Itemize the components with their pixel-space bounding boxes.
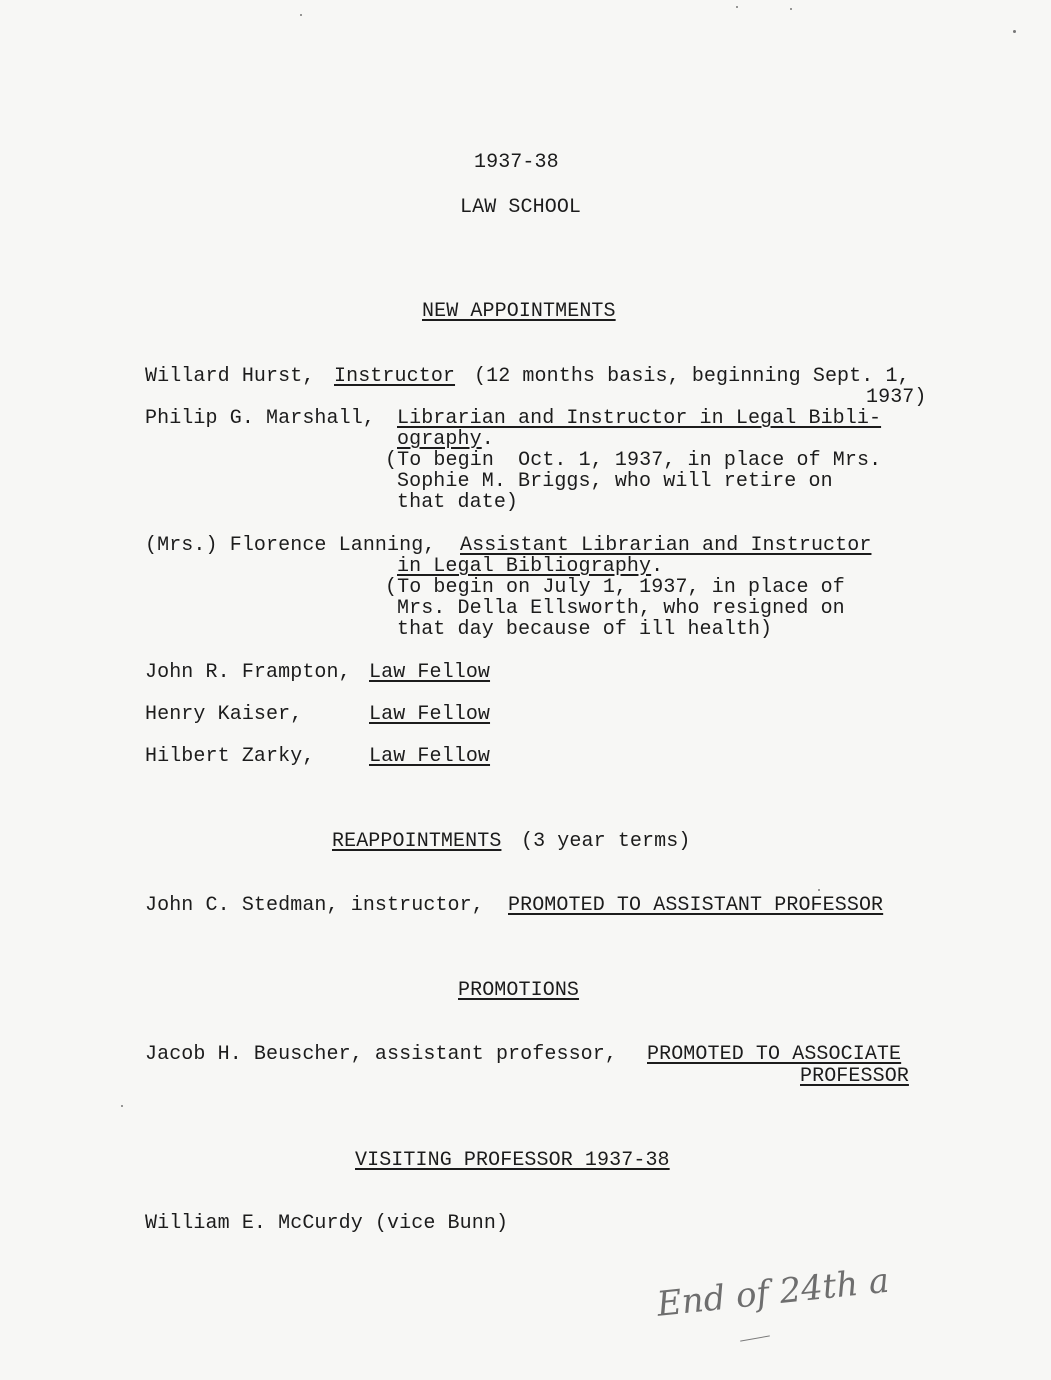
document-year: 1937-38 [474, 151, 559, 174]
lanning-note-line3: that day because of ill health) [397, 618, 773, 641]
fellow-title: Law Fellow [369, 745, 491, 768]
scan-speck [1013, 30, 1016, 33]
lanning-name: (Mrs.) Florence Lanning, [145, 534, 436, 557]
scan-speck [818, 889, 820, 891]
lanning-title-line1: Assistant Librarian and Instructor [460, 534, 872, 557]
beuscher-promotion-line2: PROFESSOR [800, 1065, 909, 1088]
scan-speck [736, 6, 738, 8]
fellow-title: Law Fellow [369, 703, 491, 726]
lanning-title-line2 [397, 556, 663, 578]
new-appointments-heading: NEW APPOINTMENTS [422, 300, 616, 323]
marshall-note-line1: (To begin Oct. 1, 1937, in place of Mrs. [385, 449, 882, 472]
marshall-title-line1: Librarian and Instructor in Legal Bibli- [397, 407, 882, 430]
lanning-title-period: . [651, 555, 664, 578]
handwritten-note: End of 24th a [655, 1260, 891, 1325]
reappointments-heading-note: (3 year terms) [521, 830, 691, 853]
beuscher-entry: Jacob H. Beuscher, assistant professor, [145, 1043, 617, 1066]
visiting-heading: VISITING PROFESSOR 1937-38 [355, 1149, 670, 1172]
mccurdy-entry: William E. McCurdy (vice Bunn) [145, 1212, 509, 1235]
scan-speck [300, 14, 302, 16]
marshall-note-line2: Sophie M. Briggs, who will retire on [397, 470, 833, 493]
stedman-entry: John C. Stedman, instructor, [145, 894, 484, 917]
fellow-name: John R. Frampton, [145, 661, 351, 684]
beuscher-promotion-line1: PROMOTED TO ASSOCIATE [647, 1043, 902, 1066]
reappointments-heading: REAPPOINTMENTS [332, 830, 502, 853]
hurst-title: Instructor [334, 365, 456, 388]
lanning-note-line2: Mrs. Della Ellsworth, who resigned on [397, 597, 845, 620]
scan-speck [121, 1105, 123, 1107]
hurst-name: Willard Hurst, [145, 365, 315, 388]
hurst-note-line2: 1937) [866, 386, 927, 409]
fellow-name: Hilbert Zarky, [145, 745, 315, 768]
promotions-heading: PROMOTIONS [458, 979, 580, 1002]
hurst-note-line1: (12 months basis, beginning Sept. 1, [474, 365, 910, 388]
marshall-title-line2 [397, 429, 494, 451]
fellow-title: Law Fellow [369, 661, 491, 684]
lanning-title-line2-text: in Legal Bibliography [397, 555, 652, 578]
lanning-note-line1: (To begin on July 1, 1937, in place of [385, 576, 845, 599]
marshall-title-line2-text: ography [397, 428, 482, 451]
document-school-title: LAW SCHOOL [460, 196, 582, 219]
scan-speck [790, 8, 792, 10]
marshall-title-period: . [481, 428, 494, 451]
marshall-name: Philip G. Marshall, [145, 407, 375, 430]
handwritten-mark [740, 1335, 770, 1341]
stedman-promotion: PROMOTED TO ASSISTANT PROFESSOR [508, 894, 884, 917]
marshall-note-line3: that date) [397, 491, 519, 514]
fellow-name: Henry Kaiser, [145, 703, 303, 726]
